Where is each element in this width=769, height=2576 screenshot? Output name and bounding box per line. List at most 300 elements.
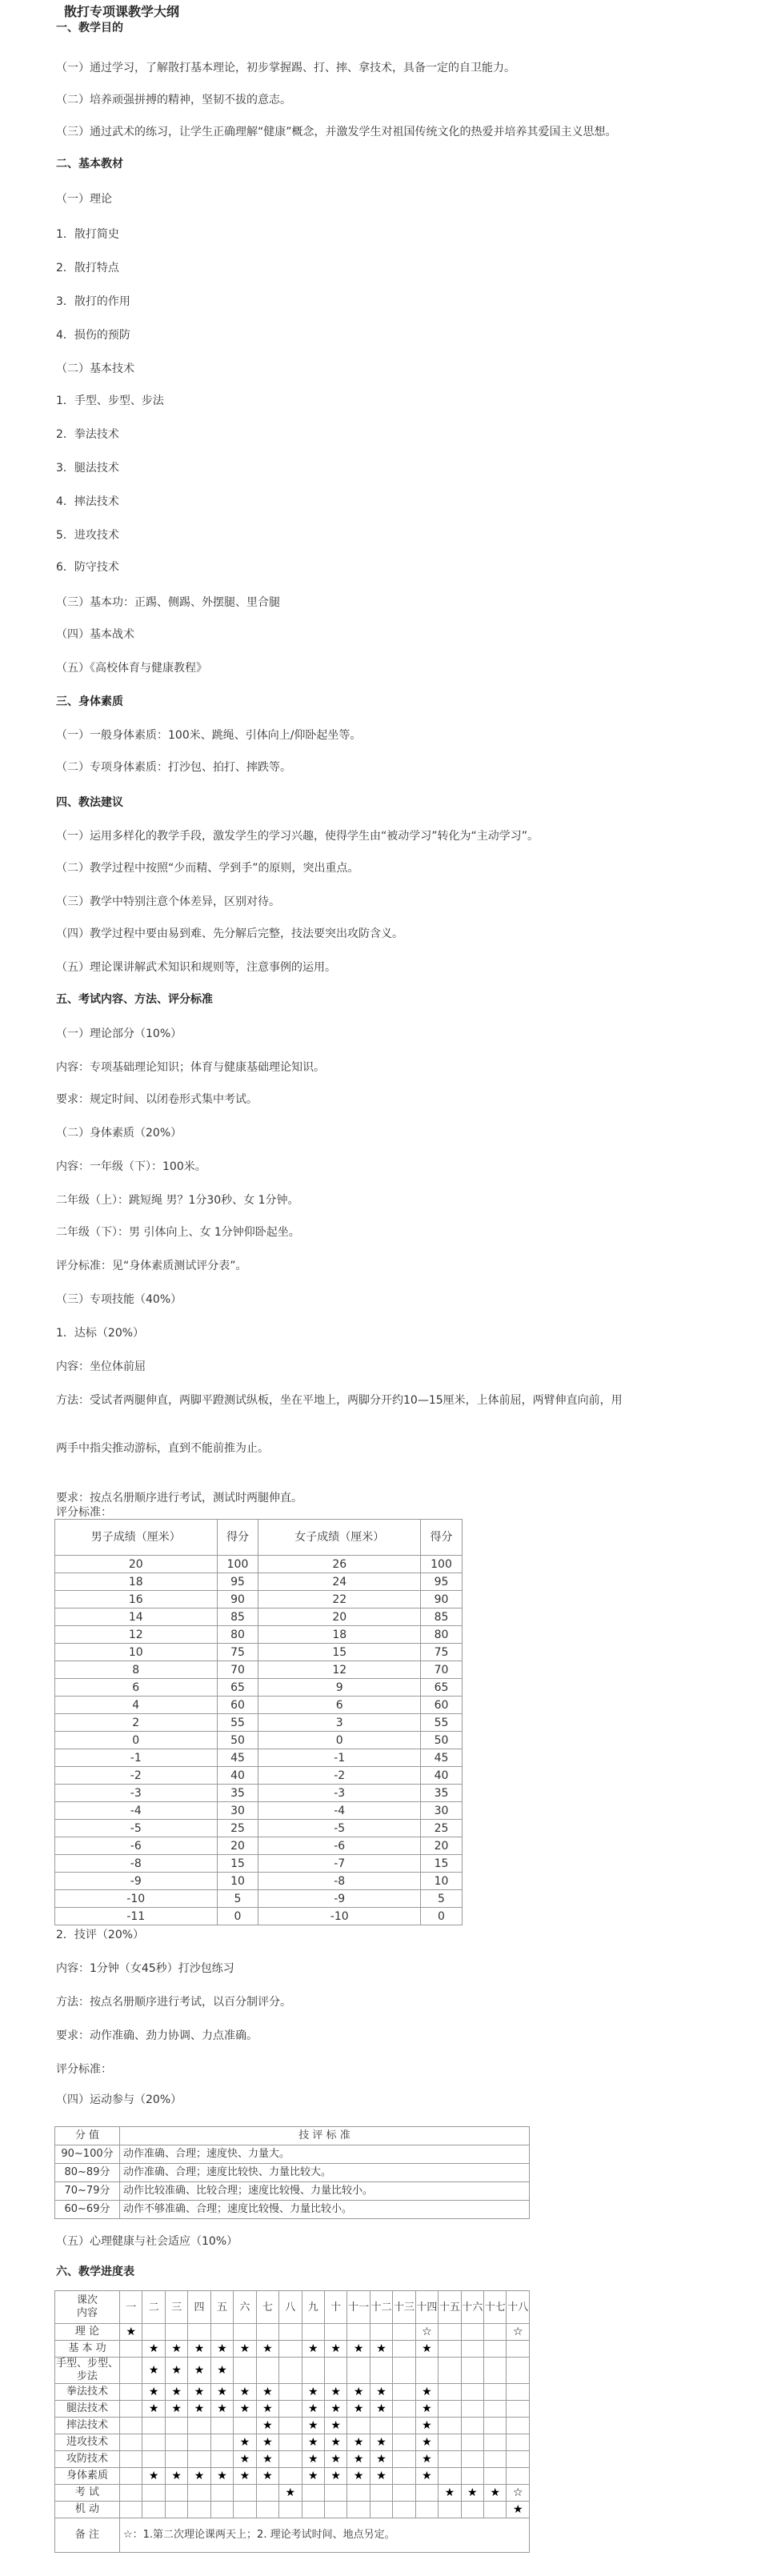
table-row: [55, 1802, 463, 1820]
column-header: 分 值: [55, 2127, 120, 2145]
table-cell: [484, 2341, 507, 2358]
lesson-number-header: 七: [256, 2291, 278, 2324]
table-cell: [188, 2451, 210, 2468]
table-cell: [484, 2468, 507, 2485]
table-cell: [484, 2451, 507, 2468]
table-cell: 75: [217, 1644, 258, 1661]
table-cell: [461, 2358, 483, 2384]
table-cell: 70: [217, 1661, 258, 1679]
text-line: （一）运用多样化的教学手段，激发学生的学习兴趣，使得学生由“被动学习”转化为“主动学习”。: [56, 830, 539, 843]
table-cell: [347, 2324, 370, 2341]
lesson-number-header: 十一: [347, 2291, 370, 2324]
star-mark: ★: [302, 2418, 324, 2434]
row-label-cell: 基 本 功: [55, 2341, 120, 2358]
table-row: [55, 1820, 463, 1837]
table-cell: [393, 2502, 415, 2518]
table-cell: 25: [217, 1820, 258, 1837]
star-mark: ★: [210, 2358, 233, 2384]
table-cell: [484, 2401, 507, 2418]
lesson-number-header: 十四: [415, 2291, 438, 2324]
section-heading: 二、基本教材: [56, 158, 123, 170]
star-mark: ★: [256, 2401, 278, 2418]
table-cell: [165, 2502, 187, 2518]
table-cell: 55: [217, 1714, 258, 1732]
table-cell: [120, 2384, 142, 2401]
table-cell: [142, 2485, 165, 2502]
table-row: [55, 1608, 463, 1626]
table-cell: [279, 2468, 302, 2485]
table-cell: 20: [258, 1608, 421, 1626]
text-line: 要求：规定时间、以闭卷形式集中考试。: [56, 1093, 258, 1106]
table-cell: [461, 2341, 483, 2358]
table-cell: [279, 2418, 302, 2434]
text-line: （一）理论部分（10%）: [56, 1028, 182, 1040]
table-cell: [256, 2502, 278, 2518]
table-cell: [461, 2384, 483, 2401]
text-line: 内容：1分钟（女45秒）打沙包练习: [56, 1962, 234, 1975]
table-cell: -4: [258, 1802, 421, 1820]
table-cell: 22: [258, 1591, 421, 1608]
star-mark: ★: [188, 2341, 210, 2358]
text-line: 评分标准：: [56, 1506, 112, 1519]
table-row: [55, 1626, 463, 1644]
text-line: （五）心理健康与社会适应（10%）: [56, 2235, 238, 2248]
table-row: [55, 2341, 530, 2358]
row-label-cell: 备 注: [55, 2518, 120, 2553]
table-cell: 100: [421, 1556, 463, 1573]
table-cell: 80: [217, 1626, 258, 1644]
table-cell: [302, 2485, 324, 2502]
table-cell: [324, 2324, 346, 2341]
table-cell: -3: [55, 1785, 218, 1802]
star-mark: ★: [120, 2324, 142, 2341]
column-header: 男子成绩（厘米）: [55, 1520, 218, 1556]
text-line: （三）基本功：正踢、侧踢、外摆腿、里合腿: [56, 596, 280, 609]
text-line: （二）基本技术: [56, 363, 134, 375]
table-cell: [507, 2451, 530, 2468]
table-cell: 20: [217, 1837, 258, 1855]
table-cell: [210, 2451, 233, 2468]
table-cell: -3: [258, 1785, 421, 1802]
row-label-cell: 摔法技术: [55, 2418, 120, 2434]
lesson-number-header: 四: [188, 2291, 210, 2324]
table-cell: [120, 2502, 142, 2518]
star-mark: ★: [415, 2384, 438, 2401]
star-mark: ★: [347, 2401, 370, 2418]
table-cell: 65: [217, 1679, 258, 1697]
star-mark: ★: [370, 2401, 392, 2418]
text-line: 内容：一年级（下）：100米。: [56, 1160, 206, 1173]
table-cell: [439, 2401, 461, 2418]
star-mark: ★: [188, 2401, 210, 2418]
table-cell: [347, 2358, 370, 2384]
table-cell: -2: [55, 1767, 218, 1785]
star-mark: ★: [302, 2341, 324, 2358]
table-cell: [393, 2358, 415, 2384]
table-cell: 85: [421, 1608, 463, 1626]
star-mark: ★: [415, 2401, 438, 2418]
star-mark: ★: [461, 2485, 483, 2502]
star-mark: ★: [324, 2341, 346, 2358]
table-row: [55, 1732, 463, 1749]
star-mark: ★: [188, 2468, 210, 2485]
star-mark: ☆: [507, 2485, 530, 2502]
table-cell: [165, 2324, 187, 2341]
table-cell: 30: [217, 1802, 258, 1820]
table-cell: [188, 2502, 210, 2518]
table-cell: [142, 2451, 165, 2468]
criteria-cell: 动作准确、合理；速度比较快、力量比较大。: [120, 2164, 530, 2182]
star-mark: ★: [484, 2485, 507, 2502]
table-cell: 45: [217, 1749, 258, 1767]
text-line: 1．散打简史: [56, 228, 119, 241]
star-mark: ★: [415, 2434, 438, 2451]
star-mark: ★: [302, 2401, 324, 2418]
table-cell: [210, 2502, 233, 2518]
star-mark: ★: [370, 2451, 392, 2468]
table-cell: [188, 2434, 210, 2451]
criteria-cell: 动作比较准确、比较合理；速度比较慢、力量比较小。: [120, 2182, 530, 2201]
table-cell: [484, 2434, 507, 2451]
table-cell: [120, 2358, 142, 2384]
table-row: [55, 2384, 530, 2401]
star-mark: ★: [347, 2468, 370, 2485]
table-cell: 4: [55, 1697, 218, 1714]
table-cell: [415, 2358, 438, 2384]
table-cell: [234, 2502, 256, 2518]
table-cell: 50: [421, 1732, 463, 1749]
table-cell: [142, 2418, 165, 2434]
table-cell: 10: [217, 1873, 258, 1890]
table-cell: 15: [217, 1855, 258, 1873]
text-line: （一）一般身体素质：100米、跳绳、引体向上/仰卧起坐等。: [56, 729, 362, 742]
table-cell: [439, 2418, 461, 2434]
table-cell: [120, 2485, 142, 2502]
table-cell: [120, 2468, 142, 2485]
table-cell: 12: [258, 1661, 421, 1679]
table-cell: 6: [258, 1697, 421, 1714]
table-cell: [461, 2502, 483, 2518]
star-mark: ★: [324, 2451, 346, 2468]
table-row: [55, 1767, 463, 1785]
star-mark: ★: [302, 2468, 324, 2485]
table-header-row: [55, 1520, 463, 1556]
table-cell: 8: [55, 1661, 218, 1679]
table-row: [55, 1873, 463, 1890]
text-line: 方法：受试者两腿伸直，两脚平蹬测试纵板，坐在平地上，两脚分开约10—15厘米，上体前屈，两臂伸直向前，用: [56, 1394, 623, 1407]
table-cell: [188, 2418, 210, 2434]
table-cell: 40: [217, 1767, 258, 1785]
table-cell: [256, 2358, 278, 2384]
table-cell: [370, 2324, 392, 2341]
table-cell: 0: [217, 1908, 258, 1925]
star-mark: ★: [302, 2451, 324, 2468]
lesson-number-header: 十七: [484, 2291, 507, 2324]
technique-score-table: [54, 2126, 530, 2219]
table-cell: -6: [55, 1837, 218, 1855]
table-cell: -10: [258, 1908, 421, 1925]
table-row: [55, 1661, 463, 1679]
table-cell: [439, 2324, 461, 2341]
table-cell: [507, 2341, 530, 2358]
star-mark: ★: [256, 2434, 278, 2451]
table-cell: [484, 2324, 507, 2341]
table-cell: 12: [55, 1626, 218, 1644]
table-cell: 20: [55, 1556, 218, 1573]
text-line: 4．摔法技术: [56, 495, 119, 508]
table-cell: [210, 2485, 233, 2502]
text-line: 二年级（上）：跳短绳 男？1分30秒、女 1分钟。: [56, 1194, 299, 1207]
table-cell: [393, 2418, 415, 2434]
lesson-number-header: 十: [324, 2291, 346, 2324]
table-cell: [370, 2502, 392, 2518]
text-line: 1．达标（20%）: [56, 1327, 145, 1340]
text-line: 要求：动作准确、劲力协调、力点准确。: [56, 2029, 258, 2042]
table-cell: [439, 2358, 461, 2384]
table-cell: [324, 2485, 346, 2502]
table-row: [55, 1908, 463, 1925]
table-cell: [393, 2384, 415, 2401]
table-cell: [279, 2434, 302, 2451]
table-row: [55, 1890, 463, 1908]
table-row: [55, 2145, 530, 2164]
table-row: [55, 1855, 463, 1873]
column-header: 技 评 标 准: [120, 2127, 530, 2145]
text-line: （二）专项身体素质：打沙包、拍打、摔跌等。: [56, 761, 291, 774]
star-mark: ★: [415, 2468, 438, 2485]
text-line: （一）通过学习，了解散打基本理论，初步掌握踢、打、摔、拿技术，具备一定的自卫能力。: [56, 62, 515, 74]
lesson-number-header: 九: [302, 2291, 324, 2324]
table-cell: 40: [421, 1767, 463, 1785]
table-cell: -6: [258, 1837, 421, 1855]
table-cell: [415, 2485, 438, 2502]
table-row: [55, 2468, 530, 2485]
star-mark: ★: [324, 2468, 346, 2485]
table-cell: [507, 2384, 530, 2401]
table-cell: [165, 2451, 187, 2468]
lesson-number-header: 十五: [439, 2291, 461, 2324]
text-line: 4．损伤的预防: [56, 329, 130, 342]
table-cell: [279, 2324, 302, 2341]
star-mark: ★: [347, 2434, 370, 2451]
star-mark: ★: [142, 2468, 165, 2485]
table-cell: [439, 2502, 461, 2518]
section-heading: 五、考试内容、方法、评分标准: [56, 993, 213, 1006]
table-cell: 15: [421, 1855, 463, 1873]
text-line: （四）运动参与（20%）: [56, 2093, 182, 2106]
table-cell: [120, 2418, 142, 2434]
table-cell: [210, 2418, 233, 2434]
table-cell: [439, 2341, 461, 2358]
table-cell: 90: [421, 1591, 463, 1608]
star-mark: ★: [324, 2434, 346, 2451]
star-mark: ★: [324, 2418, 346, 2434]
table-row: [55, 1679, 463, 1697]
table-cell: 0: [258, 1732, 421, 1749]
table-row: [55, 2182, 530, 2201]
flexibility-score-table: [54, 1519, 463, 1925]
star-mark: ★: [507, 2502, 530, 2518]
text-line: （二）身体素质（20%）: [56, 1127, 182, 1140]
table-row: [55, 1591, 463, 1608]
table-row: [55, 2358, 530, 2384]
table-cell: [279, 2451, 302, 2468]
table-cell: 15: [258, 1644, 421, 1661]
star-mark: ★: [256, 2384, 278, 2401]
text-line: （二）培养顽强拼搏的精神，坚韧不拔的意志。: [56, 94, 291, 106]
star-mark: ★: [210, 2341, 233, 2358]
text-line: 二年级（下）：男 引体向上、女 1分钟仰卧起坐。: [56, 1226, 300, 1239]
lesson-number-header: 三: [165, 2291, 187, 2324]
table-cell: [461, 2324, 483, 2341]
text-line: 2．技评（20%）: [56, 1929, 145, 1941]
table-cell: 24: [258, 1573, 421, 1591]
table-header-row: [55, 2291, 530, 2324]
table-cell: [279, 2341, 302, 2358]
star-mark: ★: [302, 2384, 324, 2401]
star-mark: ★: [234, 2341, 256, 2358]
star-mark: ★: [234, 2434, 256, 2451]
table-cell: [279, 2358, 302, 2384]
star-mark: ★: [415, 2341, 438, 2358]
text-line: 2．散打特点: [56, 262, 119, 274]
table-row: [55, 1785, 463, 1802]
table-cell: [120, 2401, 142, 2418]
table-row: [55, 1749, 463, 1767]
table-cell: [393, 2341, 415, 2358]
table-cell: [461, 2468, 483, 2485]
lesson-number-header: 十六: [461, 2291, 483, 2324]
text-line: 方法：按点名册顺序进行考试，以百分制评分。: [56, 1996, 291, 2009]
section-heading: 一、教学目的: [56, 22, 123, 34]
table-cell: [347, 2485, 370, 2502]
table-cell: [279, 2401, 302, 2418]
table-cell: [484, 2358, 507, 2384]
row-label-cell: 进攻技术: [55, 2434, 120, 2451]
table-row: [55, 1714, 463, 1732]
text-line: （三）通过武术的练习，让学生正确理解“健康”概念，并激发学生对祖国传统文化的热爱并培养其爱国主义思想。: [56, 126, 617, 138]
column-header: 女子成绩（厘米）: [258, 1520, 421, 1556]
text-line: （三）教学中特别注意个体差异，区别对待。: [56, 895, 280, 908]
table-cell: -8: [55, 1855, 218, 1873]
star-mark: ★: [142, 2401, 165, 2418]
star-mark: ★: [256, 2341, 278, 2358]
table-cell: 9: [258, 1679, 421, 1697]
table-cell: [302, 2324, 324, 2341]
table-cell: -7: [258, 1855, 421, 1873]
table-cell: [507, 2434, 530, 2451]
table-cell: [120, 2434, 142, 2451]
star-mark: ★: [370, 2384, 392, 2401]
note-cell: ☆：1.第二次理论课两天上；2. 理论考试时间、地点另定。: [120, 2518, 530, 2553]
table-cell: 5: [217, 1890, 258, 1908]
table-cell: 45: [421, 1749, 463, 1767]
text-line: 评分标准：见“身体素质测试评分表”。: [56, 1260, 247, 1272]
table-cell: [302, 2358, 324, 2384]
table-cell: 6: [55, 1679, 218, 1697]
star-mark: ★: [370, 2468, 392, 2485]
table-cell: -1: [55, 1749, 218, 1767]
score-range-cell: 90~100分: [55, 2145, 120, 2164]
table-cell: 10: [55, 1644, 218, 1661]
lesson-number-header: 一: [120, 2291, 142, 2324]
table-cell: [324, 2502, 346, 2518]
table-cell: [507, 2468, 530, 2485]
text-line: （四）基本战术: [56, 628, 134, 641]
table-cell: 0: [55, 1732, 218, 1749]
table-cell: -1: [258, 1749, 421, 1767]
star-mark: ☆: [507, 2324, 530, 2341]
table-cell: [461, 2434, 483, 2451]
star-mark: ★: [256, 2418, 278, 2434]
table-cell: [165, 2418, 187, 2434]
table-cell: [370, 2485, 392, 2502]
star-mark: ★: [256, 2451, 278, 2468]
table-cell: [370, 2358, 392, 2384]
table-cell: -10: [55, 1890, 218, 1908]
star-mark: ★: [234, 2401, 256, 2418]
table-cell: [210, 2324, 233, 2341]
row-label-cell: 理 论: [55, 2324, 120, 2341]
table-cell: 14: [55, 1608, 218, 1626]
row-label-cell: 腿法技术: [55, 2401, 120, 2418]
text-line: 两手中指尖推动游标，直到不能前推为止。: [56, 1442, 269, 1455]
table-cell: [234, 2324, 256, 2341]
star-mark: ★: [142, 2384, 165, 2401]
table-cell: 80: [421, 1626, 463, 1644]
star-mark: ★: [188, 2358, 210, 2384]
table-cell: [484, 2384, 507, 2401]
note-row: [55, 2518, 530, 2553]
star-mark: ★: [347, 2384, 370, 2401]
teaching-schedule-table: [54, 2290, 530, 2553]
table-row: [55, 2324, 530, 2341]
score-range-cell: 60~69分: [55, 2201, 120, 2219]
star-mark: ★: [142, 2341, 165, 2358]
table-cell: [120, 2341, 142, 2358]
criteria-cell: 动作准确、合理；速度快、力量大。: [120, 2145, 530, 2164]
table-cell: 26: [258, 1556, 421, 1573]
score-range-cell: 70~79分: [55, 2182, 120, 2201]
table-cell: 75: [421, 1644, 463, 1661]
row-label-cell: 考 试: [55, 2485, 120, 2502]
document-title: 散打专项课教学大纲: [64, 4, 180, 19]
table-cell: [507, 2418, 530, 2434]
table-cell: 50: [217, 1732, 258, 1749]
table-cell: [393, 2468, 415, 2485]
table-cell: 0: [421, 1908, 463, 1925]
star-mark: ★: [370, 2341, 392, 2358]
star-mark: ★: [347, 2451, 370, 2468]
table-cell: 20: [421, 1837, 463, 1855]
star-mark: ★: [234, 2384, 256, 2401]
table-row: [55, 1573, 463, 1591]
table-cell: [507, 2358, 530, 2384]
star-mark: ★: [165, 2384, 187, 2401]
table-cell: [142, 2502, 165, 2518]
table-cell: [370, 2418, 392, 2434]
section-heading: 四、教法建议: [56, 796, 123, 809]
table-cell: [439, 2434, 461, 2451]
lesson-number-header: 十二: [370, 2291, 392, 2324]
table-cell: [256, 2485, 278, 2502]
table-cell: -11: [55, 1908, 218, 1925]
table-row: [55, 1556, 463, 1573]
table-cell: [120, 2451, 142, 2468]
lesson-number-header: 十八: [507, 2291, 530, 2324]
table-row: [55, 1644, 463, 1661]
star-mark: ★: [188, 2384, 210, 2401]
